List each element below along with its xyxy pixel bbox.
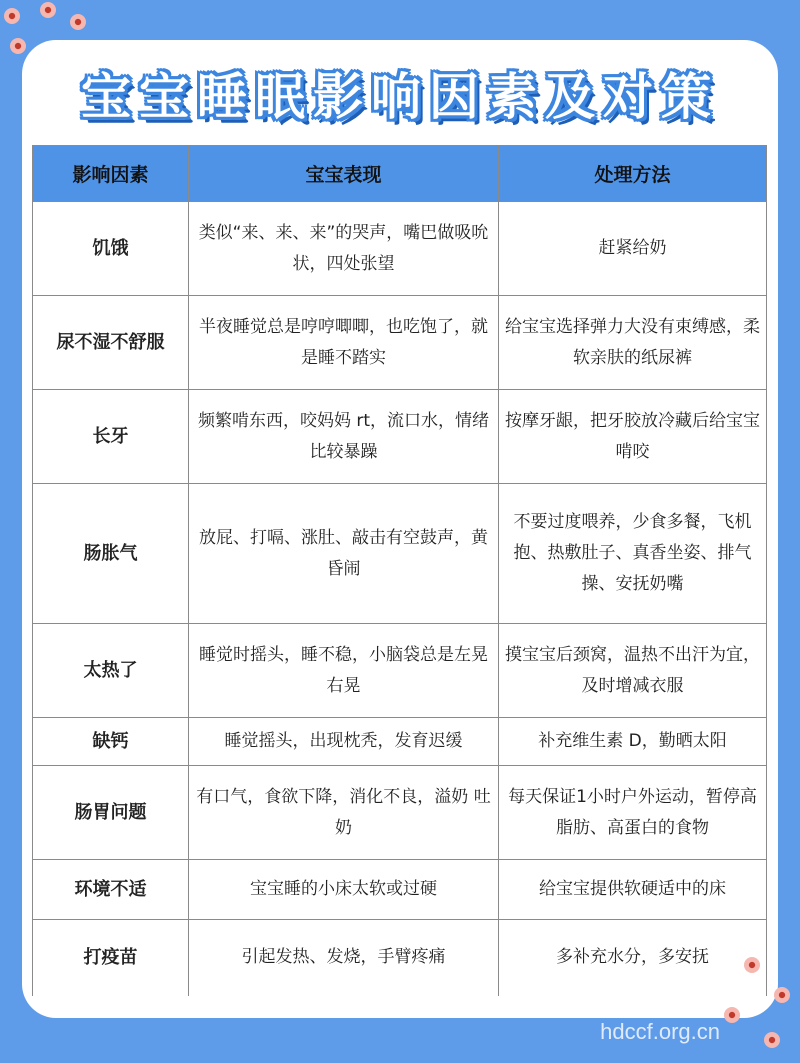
table-row [33,766,767,860]
table-row [33,484,767,624]
factor-cell: 环境不适 [33,860,189,920]
symptom-cell: 引起发热、发烧，手臂疼痛 [189,920,499,996]
blossom-decoration [70,14,86,30]
table-row [33,920,767,996]
solution-cell: 给宝宝提供软硬适中的床 [499,860,767,920]
watermark-text: hdccf.org.cn [600,1019,720,1044]
symptom-cell: 有口气，食欲下降，消化不良，溢奶 吐奶 [189,766,499,860]
solution-cell: 摸宝宝后颈窝，温热不出汗为宜，及时增减衣服 [499,624,767,718]
solution-cell: 多补充水分，多安抚 [499,920,767,996]
header-factor: 影响因素 [33,146,189,202]
blossom-decoration [764,1032,780,1048]
solution-cell: 给宝宝选择弹力大没有束缚感，柔软亲肤的纸尿裤 [499,296,767,390]
solution-cell: 按摩牙龈，把牙胶放冷藏后给宝宝啃咬 [499,390,767,484]
blossom-decoration [10,38,26,54]
factor-cell: 缺钙 [33,718,189,766]
symptom-cell: 宝宝睡的小床太软或过硬 [189,860,499,920]
table-row [33,624,767,718]
blossom-decoration [774,987,790,1003]
info-card [22,40,778,1018]
blossom-decoration [40,2,56,18]
table-row [33,860,767,920]
symptom-cell: 半夜睡觉总是哼哼唧唧，也吃饱了，就是睡不踏实 [189,296,499,390]
blossom-decoration [744,957,760,973]
blossom-decoration [724,1007,740,1023]
sleep-factors-table [32,145,767,996]
factor-cell: 饥饿 [33,202,189,296]
factor-cell: 肠胀气 [33,484,189,624]
factor-cell: 尿不湿不舒服 [33,296,189,390]
table-row [33,718,767,766]
table-row [33,202,767,296]
blossom-decoration [4,8,20,24]
factor-cell: 打疫苗 [33,920,189,996]
symptom-cell: 放屁、打嗝、涨肚、敲击有空鼓声，黄昏闹 [189,484,499,624]
factor-cell: 肠胃问题 [33,766,189,860]
solution-cell: 每天保证1小时户外运动，暂停高脂肪、高蛋白的食物 [499,766,767,860]
symptom-cell: 睡觉时摇头，睡不稳，小脑袋总是左晃右晃 [189,624,499,718]
symptom-cell: 类似“来、来、来”的哭声，嘴巴做吸吮状，四处张望 [189,202,499,296]
solution-cell: 赶紧给奶 [499,202,767,296]
factor-cell: 长牙 [33,390,189,484]
header-solution: 处理方法 [499,146,767,202]
table-header-row [33,146,767,202]
symptom-cell: 频繁啃东西，咬妈妈 rt，流口水，情绪比较暴躁 [189,390,499,484]
header-symptom: 宝宝表现 [189,146,499,202]
page-title: 宝宝睡眠影响因素及对策 [81,68,719,126]
table-row [33,296,767,390]
solution-cell: 补充维生素 D，勤晒太阳 [499,718,767,766]
symptom-cell: 睡觉摇头，出现枕秃，发育迟缓 [189,718,499,766]
solution-cell: 不要过度喂养，少食多餐，飞机抱、热敷肚子、真香坐姿、排气操、安抚奶嘴 [499,484,767,624]
factor-cell: 太热了 [33,624,189,718]
table-row [33,390,767,484]
